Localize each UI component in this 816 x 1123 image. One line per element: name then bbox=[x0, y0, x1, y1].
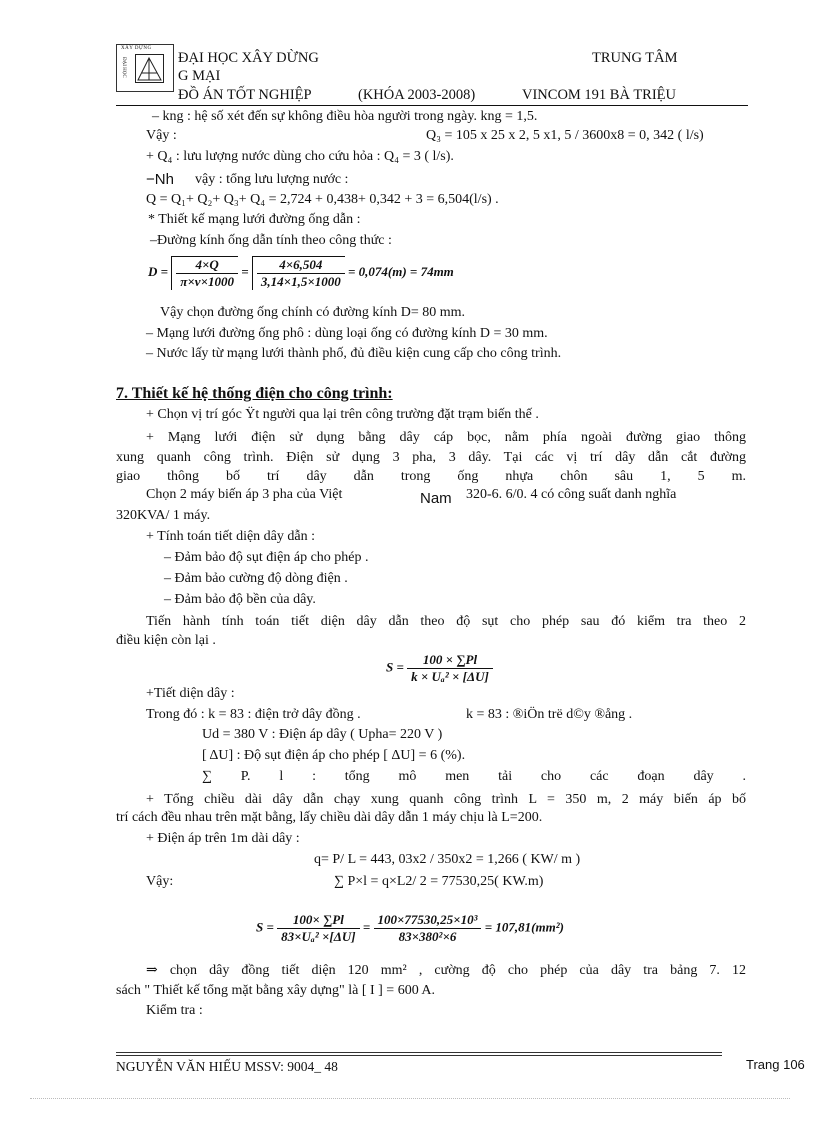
text-line: Ud = 380 V : Điện áp dây ( Upha= 220 V ) bbox=[202, 727, 443, 742]
formula-section-area bbox=[386, 652, 493, 685]
footer-page-number: Trang 106 bbox=[746, 1057, 805, 1072]
formula-numerator: 4×Q bbox=[176, 257, 238, 274]
formula-total-flow: Q = Q₁+ Q₂+ Q₃+ Q₄ = 2,724 + 0,438+ 0,342 + 3 = 6,504(l/s) . bbox=[146, 192, 499, 207]
paragraph-line: + Mạng lưới điện sử dụng bằng dây cáp bọc, nằm phía ngoài đường giao thông bbox=[146, 430, 746, 445]
logo-side-text: ĐẠI HỌC bbox=[121, 57, 126, 78]
text-fragment: Chọn 2 máy biến áp 3 pha của Việt bbox=[146, 487, 343, 502]
paragraph-line: giao thông bố trí dây dẫn trong ống nhựa chôn sâu 1, 5 m. bbox=[116, 469, 746, 484]
subheading: * Thiết kế mạng lưới đường ống dẫn : bbox=[148, 212, 361, 227]
text-line: Vậy: bbox=[146, 874, 174, 889]
section-heading: 7. Thiết kế hệ thống điện cho công trình: bbox=[116, 385, 393, 402]
formula-result: = 107,81(mm²) bbox=[484, 919, 564, 935]
formula-lhs: S = bbox=[386, 659, 404, 675]
paragraph-line: Tiến hành tính toán tiết diện dây dẫn theo độ sụt cho phép sau đó kiểm tra theo 2 bbox=[146, 614, 746, 629]
text-line: + Tính toán tiết diện dây dẫn : bbox=[146, 529, 315, 544]
header-project-name: VINCOM 191 BÀ TRIỆU bbox=[522, 87, 676, 103]
text-line: sách " Thiết kế tổng mặt bằng xây dựng" là [ I ] = 600 A. bbox=[116, 983, 436, 998]
footer-rule bbox=[116, 1052, 722, 1053]
formula-numerator: 100×77530,25×10³ bbox=[374, 912, 482, 929]
text-fragment: −Nh bbox=[146, 171, 174, 188]
formula-equals: = bbox=[362, 919, 371, 935]
header-rule bbox=[116, 105, 748, 106]
text-line: vậy : tổng lưu lượng nước : bbox=[195, 172, 349, 187]
list-item: – Đảm bảo độ bền của dây. bbox=[164, 592, 316, 607]
header-project-type: ĐỒ ÁN TỐT NGHIỆP bbox=[178, 87, 312, 103]
formula-result: = 0,074(m) = 74mm bbox=[347, 263, 454, 279]
header-university: ĐẠI HỌC XÂY DỪNG bbox=[178, 50, 319, 66]
header-course: (KHÓA 2003-2008) bbox=[358, 87, 476, 103]
formula-denominator: 83×380²×6 bbox=[398, 929, 457, 944]
formula-section-result bbox=[256, 912, 564, 945]
logo-emblem bbox=[135, 54, 164, 83]
text-line: 320KVA/ 1 máy. bbox=[116, 508, 211, 523]
logo-top-text: XÂY DỰNG bbox=[121, 46, 152, 51]
text-line: + Q₄ : lưu lượng nước dùng cho cứu hỏa : Q₄ = 3 ( l/s). bbox=[146, 149, 454, 164]
paragraph-line: ⇒ chọn dây đồng tiết diện 120 mm² , cường độ cho phép của dây tra bảng 7. 12 bbox=[146, 963, 746, 978]
formula-numerator: 100 × ∑Pl bbox=[407, 652, 493, 669]
text-fragment: Nam bbox=[420, 490, 452, 507]
text-line: – Nước lấy từ mạng lưới thành phố, đủ điều kiện cung cấp cho công trình. bbox=[146, 346, 562, 361]
list-item: – Đảm bảo độ sụt điện áp cho phép . bbox=[164, 550, 369, 565]
text-fragment: 320-6. 6/0. 4 có công suất danh nghĩa bbox=[466, 487, 677, 502]
formula-denominator: 83×Uₐ² ×[ΔU] bbox=[281, 929, 356, 944]
formula-lhs: S = bbox=[256, 919, 274, 935]
text-line: – kng : hệ số xét đến sự không điều hòa người trong ngày. kng = 1,5. bbox=[152, 109, 538, 124]
formula-denominator: 3,14×1,5×1000 bbox=[260, 274, 341, 289]
list-item: – Đảm bảo cường độ dòng điện . bbox=[164, 571, 348, 586]
university-logo bbox=[116, 44, 174, 92]
formula-numerator: 100× ∑Pl bbox=[277, 912, 359, 929]
text-line: +Tiết diện dây : bbox=[146, 686, 235, 701]
formula-denominator: k × Uₐ² × [ΔU] bbox=[411, 669, 489, 684]
header-center: TRUNG TÂM bbox=[592, 50, 678, 66]
formula-lhs: D = bbox=[148, 263, 169, 279]
text-line: + Chọn vị trí góc Ÿt người qua lại trên công trường đặt trạm biến thế . bbox=[146, 407, 539, 422]
text-line: Trong đó : k = 83 : điện trở dây đồng . bbox=[146, 707, 361, 722]
formula-q: q= P/ L = 443, 03x2 / 350x2 = 1,266 ( KW/ m ) bbox=[314, 852, 581, 867]
formula-equals: = bbox=[241, 263, 249, 279]
footer-rule bbox=[116, 1055, 722, 1056]
formula-denominator: π×v×1000 bbox=[180, 274, 234, 289]
text-line: + Điện áp trên 1m dài dây : bbox=[146, 831, 300, 846]
text-line: Vậy : bbox=[146, 128, 177, 143]
formula-diameter bbox=[148, 256, 454, 290]
paragraph-line: + Tổng chiều dài dây dẫn chạy xung quanh công trình L = 350 m, 2 máy biến áp bố bbox=[146, 792, 746, 807]
text-line: Vậy chọn đường ống chính có đường kính D= 80 mm. bbox=[160, 305, 466, 320]
formula-q3: Q₃ = 105 x 25 x 2, 5 x1, 5 / 3600x8 = 0, 342 ( l/s) bbox=[426, 128, 704, 143]
text-line: [ ΔU] : Độ sụt điện áp cho phép [ ΔU] = 6 (%). bbox=[202, 748, 466, 763]
text-line: điều kiện còn lại . bbox=[116, 633, 216, 648]
text-line: k = 83 : ®iÖn trë d©y ®ång . bbox=[466, 707, 633, 722]
footer-author: NGUYỄN VĂN HIẾU MSSV: 9004_ 48 bbox=[116, 1059, 338, 1074]
text-line: Kiểm tra : bbox=[146, 1003, 203, 1018]
text-line: –Đường kính ống dẫn tính theo công thức : bbox=[150, 233, 392, 248]
paragraph-line: xung quanh công trình. Điện sử dụng 3 pha, 3 dây. Tại các vị trí dây dẫn cắt đường bbox=[116, 450, 746, 465]
text-line: ∑ P. l : tổng mô men tải cho các đoạn dây . bbox=[202, 769, 746, 784]
text-line: trí cách đều nhau trên mặt bằng, lấy chiều dài dây dẫn 1 máy chịu là L=200. bbox=[116, 810, 543, 825]
page-edge-divider bbox=[30, 1098, 790, 1099]
header-line2: G MẠI bbox=[178, 68, 221, 84]
formula-moment: ∑ P×l = q×L2/ 2 = 77530,25( KW.m) bbox=[334, 874, 544, 889]
text-line: – Mạng lưới đường ống phô : dùng loại ống có đường kính D = 30 mm. bbox=[146, 326, 548, 341]
formula-numerator: 4×6,504 bbox=[257, 257, 345, 274]
